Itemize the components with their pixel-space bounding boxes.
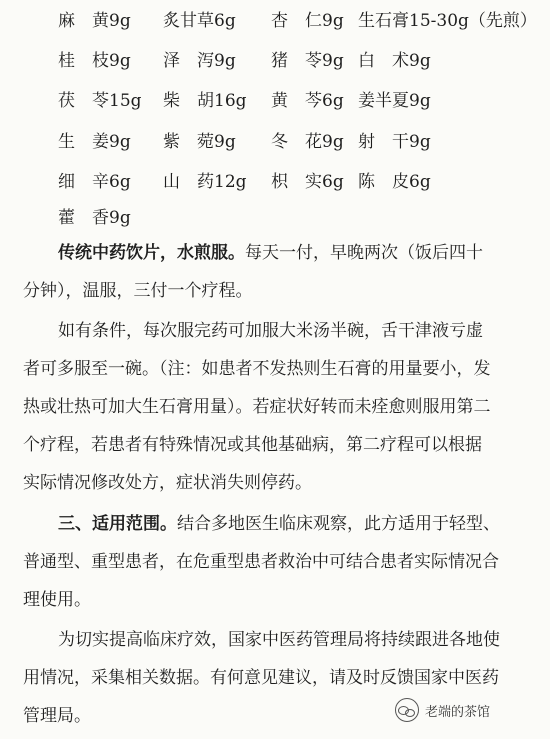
scope-line: 普通型、重型患者，在危重型患者救治中可结合患者实际情况合 [23,552,499,572]
usage-line: 实际情况修改处方，症状消失则停药。 [23,473,312,493]
wechat-icon [395,698,419,722]
herb-item: 猪 苓9g [271,51,344,71]
scope-heading: 三、适用范围。 [58,514,177,534]
herb-item: 生 姜9g [58,132,131,152]
usage-line: 者可多服至一碗。（注：如患者不发热则生石膏的用量要小，发 [23,359,491,379]
usage-line: 热或壮热可加大生石膏用量）。若症状好转而未痊愈则服用第二 [23,397,491,417]
preparation-line: 分钟），温服，三付一个疗程。 [23,281,253,301]
usage-line: 如有条件，每次服完药可加服大米汤半碗，舌干津液亏虚 [58,321,483,341]
watermark-text: 老端的茶馆 [425,704,491,720]
herb-row [0,167,550,197]
herb-item: 黄 芩6g [271,91,344,111]
herb-row [0,127,550,157]
herb-item: 泽 泻9g [163,51,236,71]
herb-item: 杏 仁9g [271,11,344,31]
scope-line [58,509,500,539]
herb-item: 桂 枝9g [58,51,131,71]
herb-item: 冬 花9g [271,132,344,152]
herb-item: 藿 香9g [58,208,131,228]
herb-item: 紫 菀9g [163,132,236,152]
herb-item: 麻 黄9g [58,11,131,31]
herb-item: 柴 胡16g [163,91,247,111]
herb-item: 姜半夏9g [358,91,431,111]
herb-item: 白 术9g [358,51,431,71]
herb-item: 茯 苓15g [58,91,142,111]
herb-row [0,203,550,233]
herb-item: 生石膏15-30g（先煎） [358,11,537,31]
followup-line: 管理局。 [23,706,91,726]
scope-text: 结合多地医生临床观察，此方适用于轻型、 [177,514,500,534]
herb-row [0,86,550,116]
preparation-text: 每天一付，早晚两次（饭后四十 [245,243,483,263]
herb-item: 山 药12g [163,172,247,192]
herb-item: 射 干9g [358,132,431,152]
followup-line: 用情况，采集相关数据。有何意见建议，请及时反馈国家中医药 [23,668,499,688]
herb-item: 细 辛6g [58,172,131,192]
followup-line: 为切实提高临床疗效，国家中医药管理局将持续跟进各地使 [58,630,500,650]
herb-item: 炙甘草6g [163,11,236,31]
herb-item: 枳 实6g [271,172,344,192]
preparation-heading: 传统中药饮片，水煎服。 [58,243,245,263]
usage-line: 个疗程，若患者有特殊情况或其他基础病，第二疗程可以根据 [23,435,482,455]
herb-row [0,46,550,76]
herb-row [0,6,550,36]
scope-line: 理使用。 [23,590,91,610]
herb-item: 陈 皮6g [358,172,431,192]
preparation-line [58,238,483,268]
watermark [395,698,490,722]
